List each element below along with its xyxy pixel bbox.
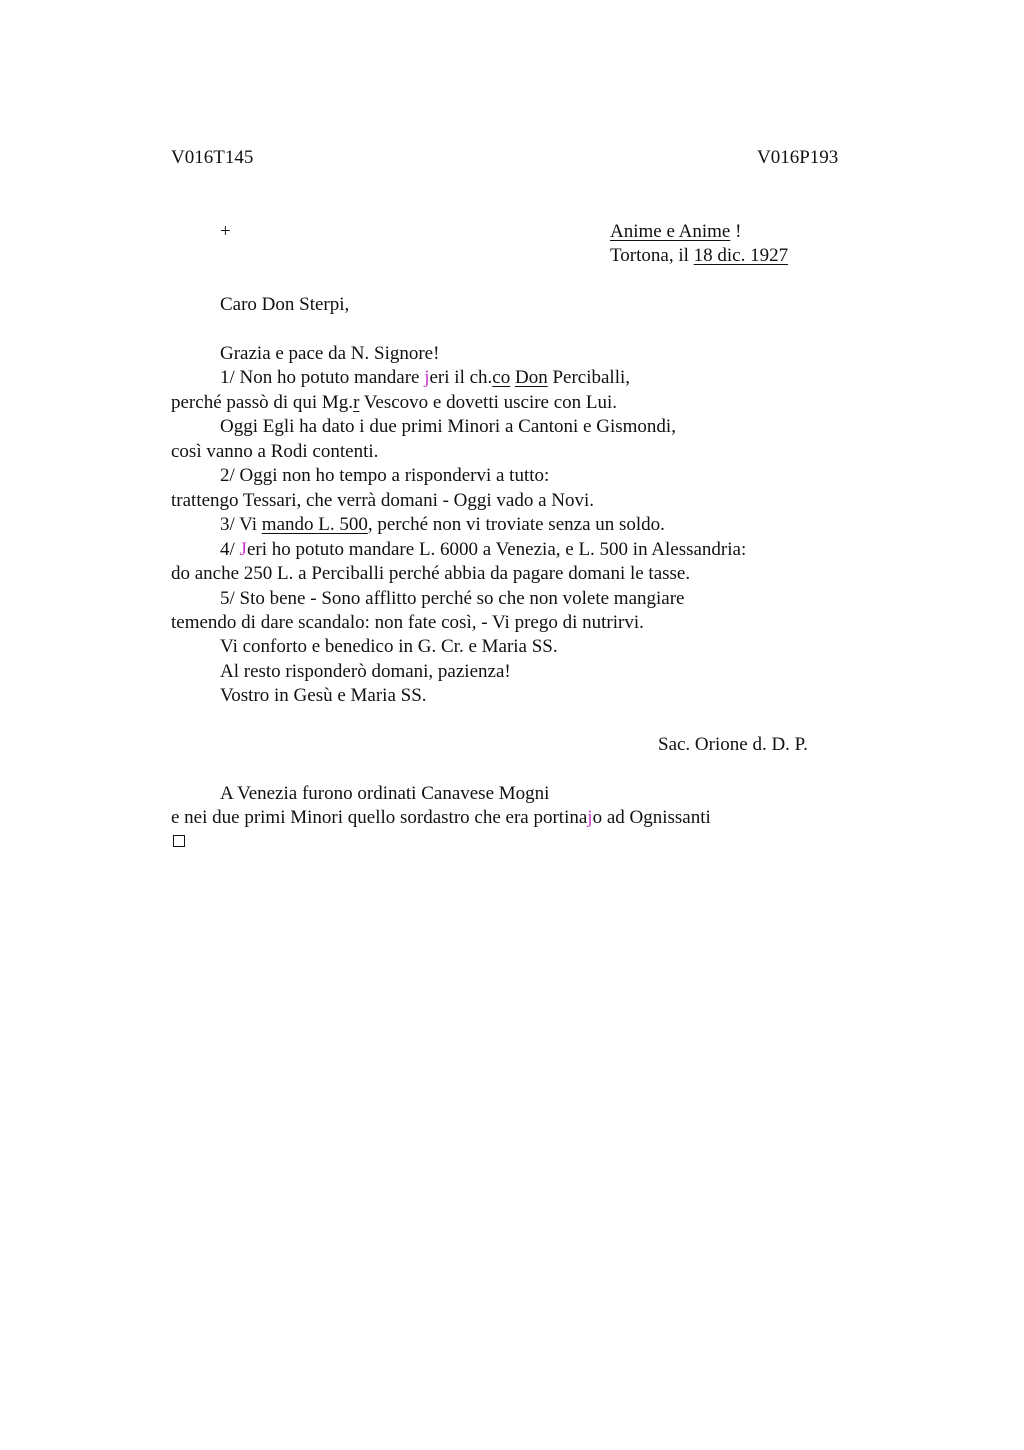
cross-symbol: + (220, 221, 231, 242)
postscript-text-a: e nei due primi Minori quello sordastro che era portina (171, 807, 588, 828)
p3-text-a: 3/ Vi (220, 514, 262, 535)
p1-line-2 (171, 391, 617, 415)
closing-line-2: Al resto risponderò domani, pazienza! (220, 661, 511, 682)
p4-text-b: eri ho potuto mandare L. 6000 a Venezia, e L. 500 in Alessandria: (246, 539, 747, 560)
p1-line-1 (220, 366, 630, 390)
p5-line-2: temendo di dare scandalo: non fate così, - Vi prego di nutrirvi. (171, 612, 644, 633)
p1-text-c: Perciballi, (547, 367, 631, 388)
header-left-code: V016T145 (171, 147, 254, 168)
salutation: Caro Don Sterpi, (220, 294, 350, 315)
p4-magenta-j: J (239, 539, 247, 560)
p1-line-4: così vanno a Rodi contenti. (171, 441, 379, 462)
motto-suffix: ! (730, 221, 742, 242)
p4-text-a: 4/ (220, 539, 240, 560)
p1-text-a: 1/ Non ho potuto mandare (220, 367, 425, 388)
p4-line-1 (220, 538, 746, 562)
p1-co-underlined: co (492, 367, 511, 388)
p2-line-2: trattengo Tessari, che verrà domani - Oggi vado a Novi. (171, 490, 595, 511)
motto (610, 220, 741, 244)
dateline-prefix: Tortona, il (610, 245, 694, 266)
p1-l2-text-b: Vescovo e dovetti uscire con Lui. (359, 392, 618, 413)
motto-underlined: Anime e Anime (610, 221, 731, 242)
p3-text-b: , perché non vi troviate senza un soldo. (367, 514, 665, 535)
dateline-date: 18 dic. 1927 (693, 245, 789, 266)
p4-line-2: do anche 250 L. a Perciballi perché abbia da pagare domani le tasse. (171, 563, 691, 584)
p3-underlined: mando L. 500 (261, 514, 368, 535)
header-right-code: V016P193 (757, 147, 839, 168)
p1-magenta-j: j (424, 367, 430, 388)
closing-line-3: Vostro in Gesù e Maria SS. (220, 685, 427, 706)
postscript-line-1: A Venezia furono ordinati Canavese Mogni (220, 783, 550, 804)
postscript-line-2 (171, 806, 711, 830)
closing-line-1: Vi conforto e benedico in G. Cr. e Maria SS. (220, 636, 558, 657)
p1-don-underlined: Don (514, 367, 548, 388)
greeting: Grazia e pace da N. Signore! (220, 343, 440, 364)
postscript-magenta-j: j (587, 807, 593, 828)
p3-line (220, 513, 665, 537)
dateline (610, 244, 788, 268)
p2-line-1: 2/ Oggi non ho tempo a rispondervi a tutto: (220, 465, 550, 486)
postscript-text-b: o ad Ognissanti (592, 807, 711, 828)
p1-line-3: Oggi Egli ha dato i due primi Minori a Cantoni e Gismondi, (220, 416, 676, 437)
signature: Sac. Orione d. D. P. (658, 734, 808, 755)
end-marker-box-icon (173, 835, 185, 847)
p1-text-b: eri il ch. (429, 367, 493, 388)
p1-l2-r-underlined: r (353, 392, 360, 413)
p1-l2-text-a: perché passò di qui Mg. (171, 392, 354, 413)
p5-line-1: 5/ Sto bene - Sono afflitto perché so che non volete mangiare (220, 588, 685, 609)
